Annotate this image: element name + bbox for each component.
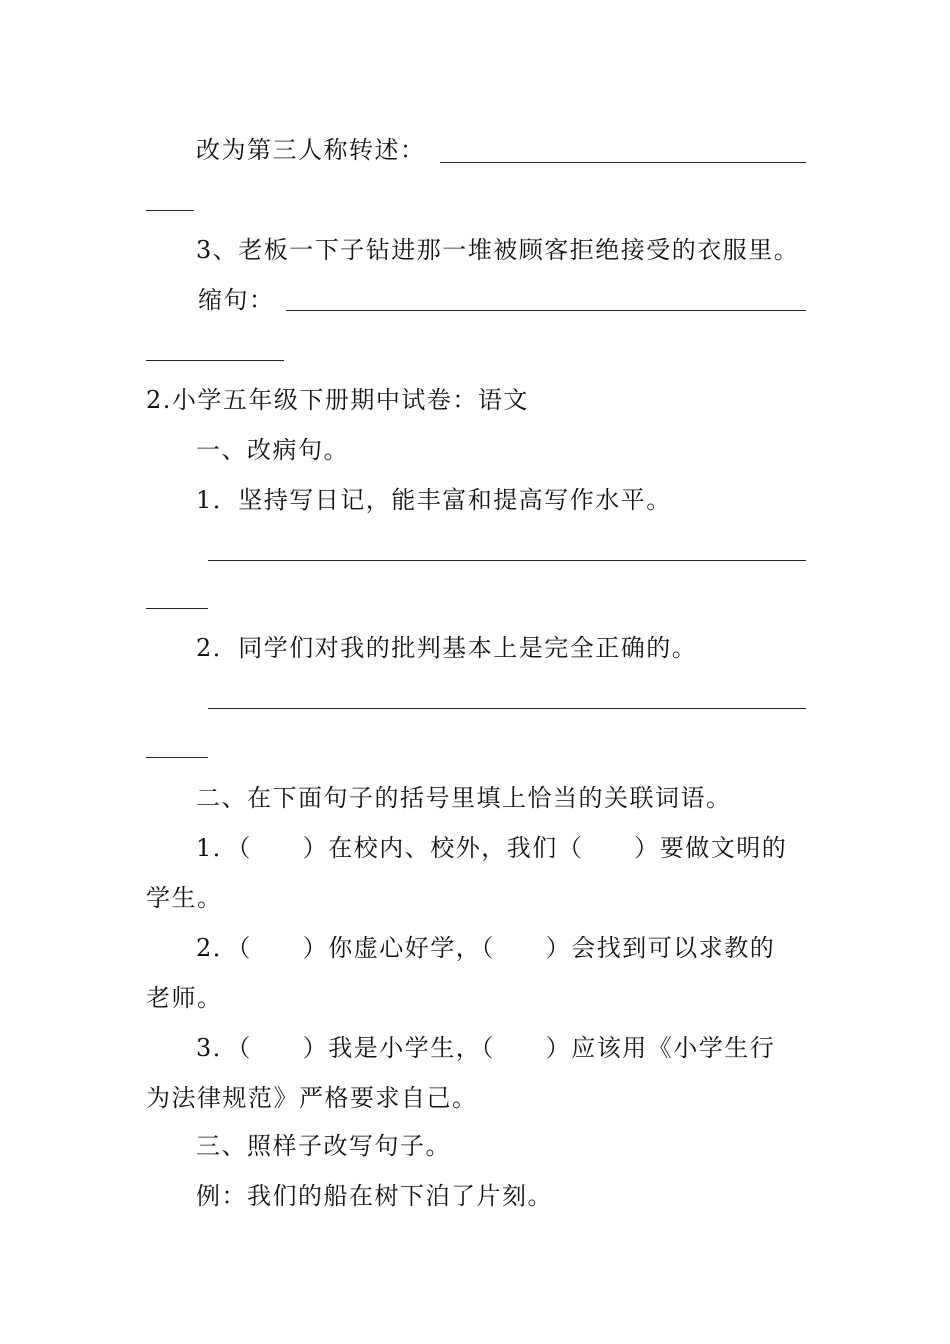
part2-question-1-line-2: 学生。 (146, 884, 223, 912)
part2-question-3-line-1: 3．（ ）我是小学生，（ ）应该用《小学生行 (196, 1034, 776, 1062)
part1-question-1: 1．坚持写日记，能丰富和提高写作水平。 (196, 486, 672, 514)
question-3-text: 3、老板一下子钻进那一堆被顾客拒绝接受的衣服里。 (196, 236, 800, 264)
answer-line-continuation[interactable] (146, 757, 208, 758)
part1-question-2: 2．同学们对我的批判基本上是完全正确的。 (196, 634, 698, 662)
answer-line[interactable] (208, 708, 806, 709)
shorten-label: 缩句： (198, 286, 275, 314)
answer-line-continuation[interactable] (146, 608, 208, 609)
answer-line[interactable] (208, 560, 806, 561)
answer-line[interactable] (286, 310, 806, 311)
part2-question-3-line-2: 为法律规范》严格要求自己。 (146, 1084, 478, 1112)
rewrite-third-person-label: 改为第三人称转述： (196, 136, 426, 164)
part2-title: 二、在下面句子的括号里填上恰当的关联词语。 (196, 784, 732, 812)
section-heading: 2.小学五年级下册期中试卷：语文 (146, 386, 529, 414)
answer-line[interactable] (440, 162, 806, 163)
part3-example: 例：我们的船在树下泊了片刻。 (196, 1182, 553, 1210)
part2-question-2-line-1: 2．（ ）你虚心好学，（ ）会找到可以求教的 (196, 934, 776, 962)
answer-line-continuation[interactable] (146, 360, 284, 361)
part3-title: 三、照样子改写句子。 (196, 1132, 451, 1160)
part1-title: 一、改病句。 (196, 436, 349, 464)
answer-line-continuation[interactable] (146, 210, 194, 211)
part2-question-1-line-1: 1．（ ）在校内、校外，我们（ ）要做文明的 (196, 834, 788, 862)
part2-question-2-line-2: 老师。 (146, 984, 223, 1012)
